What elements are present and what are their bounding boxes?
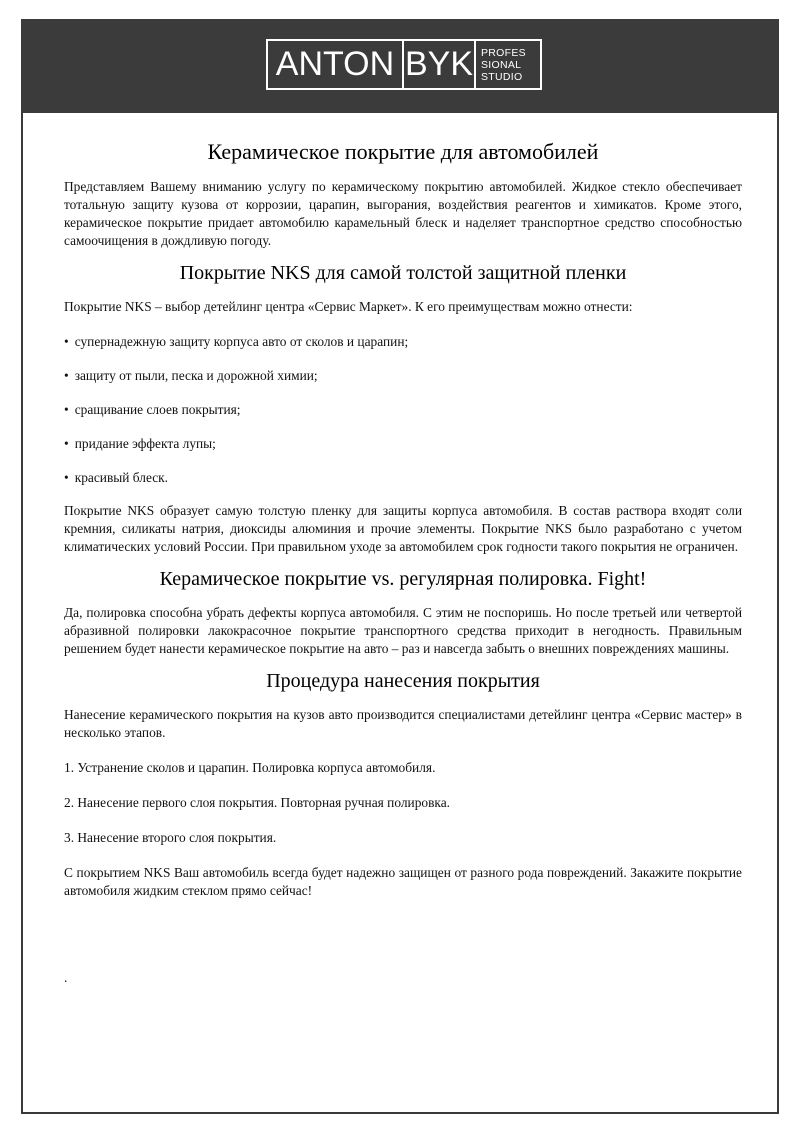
list-item xyxy=(64,333,742,351)
logo-subtitle xyxy=(476,41,540,88)
list-item-text: супернадежную защиту корпуса авто от сколов и царапин; xyxy=(74,334,409,349)
intro-paragraph: Представляем Вашему вниманию услугу по керамическому покрытию автомобилей. Жидкое стекло обеспечивает тотальную защиту кузова от коррозии, царапин, выгорания, воздействия реагентов и химикатов. Кроме этого, керамическое покрытие придает автомобилю карамельный блеск и наделяет транспортное средство способностью самоочищения в дождливую погоду. xyxy=(64,179,742,248)
section-heading-nks: Покрытие NKS для самой толстой защитной пленки xyxy=(179,262,627,284)
logo-subtitle-line: STUDIO xyxy=(481,71,523,83)
step-item: 2. Нанесение первого слоя покрытия. Повторная ручная полировка. xyxy=(64,795,450,810)
section-lead: Нанесение керамического покрытия на кузов авто производится специалистами детейлинг центра «Сервис мастер» в несколько этапов. xyxy=(64,707,742,740)
stray-mark: . xyxy=(64,970,68,985)
step-item: 3. Нанесение второго слоя покрытия. xyxy=(64,830,277,845)
bullet-icon: • xyxy=(64,470,69,485)
logo-word-byk: BYK xyxy=(404,41,476,88)
bullet-icon: • xyxy=(64,436,69,451)
list-item-text: защиту от пыли, песка и дорожной химии; xyxy=(74,368,318,383)
page-title: Керамическое покрытие для автомобилей xyxy=(207,139,599,164)
logo-word-anton: ANTON xyxy=(268,41,404,88)
bullet-icon: • xyxy=(64,402,69,417)
bullet-icon: • xyxy=(64,334,69,349)
closing-paragraph: С покрытием NKS Ваш автомобиль всегда будет надежно защищен от разного рода повреждений. Закажите покрытие автомобиля жидким стеклом прямо сейчас! xyxy=(64,865,742,898)
step-item: 1. Устранение сколов и царапин. Полировка корпуса автомобиля. xyxy=(64,760,436,775)
list-item-text: сращивание слоев покрытия; xyxy=(74,402,241,417)
list-item xyxy=(64,367,742,385)
procedure-steps xyxy=(64,759,742,847)
bullet-icon: • xyxy=(64,368,69,383)
article-content xyxy=(64,138,742,900)
list-item xyxy=(64,435,742,453)
logo-subtitle-line: PROFES xyxy=(481,47,526,59)
list-item-text: красивый блеск. xyxy=(74,470,169,485)
section-heading-versus: Керамическое покрытие vs. регулярная полировка. Fight! xyxy=(159,568,647,590)
advantages-list xyxy=(64,333,742,487)
section-heading-procedure: Процедура нанесения покрытия xyxy=(266,670,540,692)
brand-logo xyxy=(266,39,542,90)
section-body: Покрытие NKS образует самую толстую пленку для защиты корпуса автомобиля. В состав раствора входят соли кремния, силикаты натрия, диоксиды алюминия и прочие элементы. Покрытие NKS было разработано с учетом климатических условий России. При правильном уходе за автомобилем срок годности такого покрытия не ограничен. xyxy=(64,503,742,554)
list-item-text: придание эффекта лупы; xyxy=(74,436,216,451)
logo-subtitle-line: SIONAL xyxy=(481,59,522,71)
list-item xyxy=(64,469,742,487)
section-body: Да, полировка способна убрать дефекты корпуса автомобиля. С этим не поспоришь. Но после третьей или четвертой абразивной полировки лакокрасочное покрытие транспортного средства приходит в негодность. Правильным решением будет нанести керамическое покрытие на авто – раз и навсегда забыть о внешних повреждениях машины. xyxy=(64,605,742,656)
section-lead: Покрытие NKS – выбор детейлинг центра «Сервис Маркет». К его преимуществам можно отнести: xyxy=(64,299,633,314)
list-item xyxy=(64,401,742,419)
